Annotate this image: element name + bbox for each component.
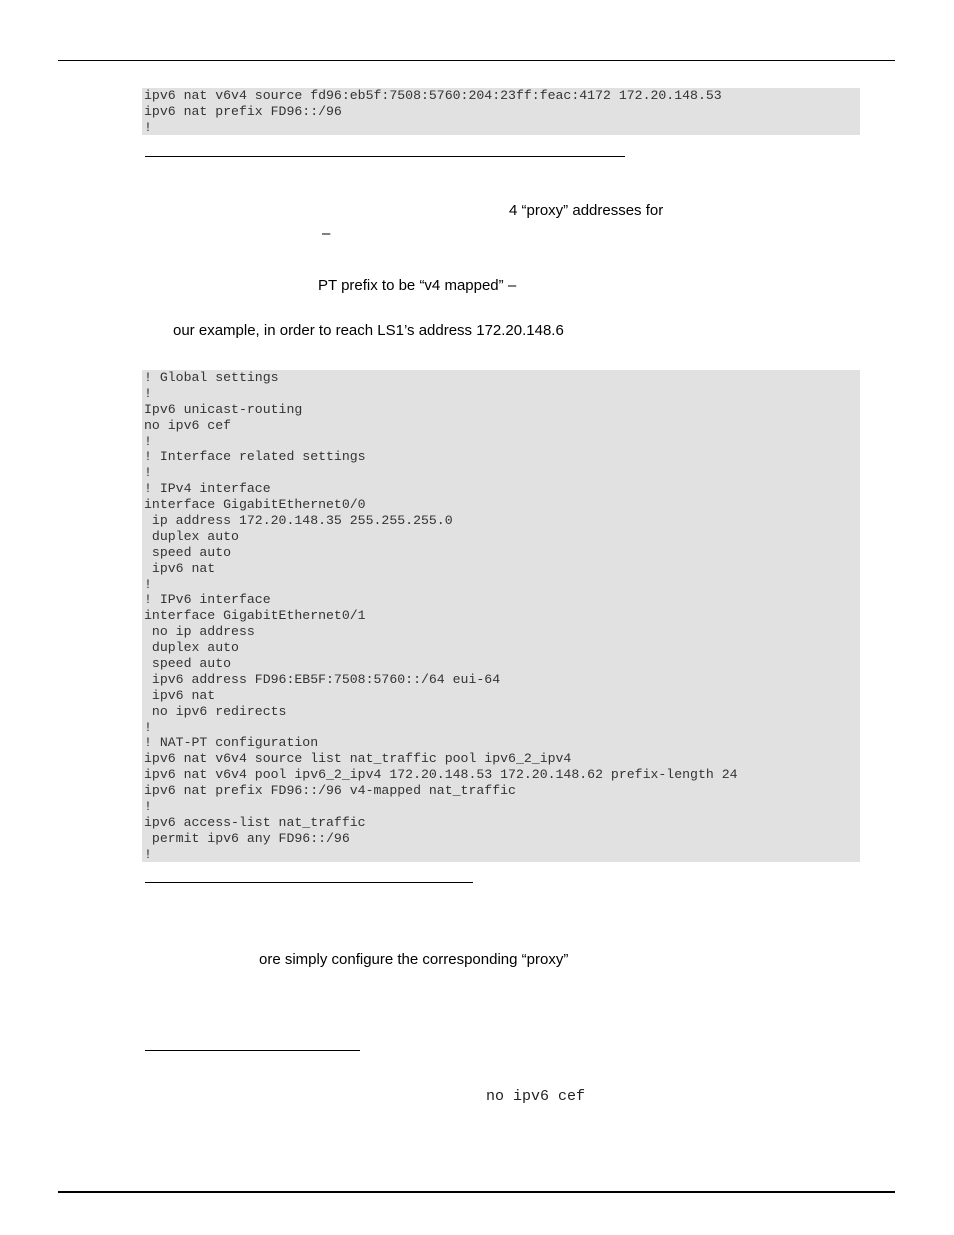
code-line: ipv6 address FD96:EB5F:7508:5760::/64 eui-64 — [144, 671, 501, 687]
code-line: no ip address — [144, 624, 255, 640]
code-line: no ipv6 cef — [144, 417, 232, 433]
code-line: ipv6 nat — [144, 560, 216, 576]
code-line: ! — [144, 119, 152, 135]
code-line: ! IPv6 interface — [144, 592, 271, 608]
code-block-nat-v6v4-source — [142, 88, 860, 135]
code-line: ipv6 nat v6v4 source fd96:eb5f:7508:5760:204:23ff:feac:4172 172.20.148.53 — [144, 88, 722, 103]
code-line: ! — [144, 576, 152, 592]
caption-underline-1 — [145, 156, 625, 157]
code-line: ipv6 nat v6v4 source list nat_traffic pool ipv6_2_ipv4 — [144, 751, 572, 767]
code-line: permit ipv6 any FD96::/96 — [144, 830, 350, 846]
text-example-ls1: our example, in order to reach LS1’s address 172.20.148.6 — [173, 322, 564, 339]
code-line: ip address 172.20.148.35 255.255.255.0 — [144, 513, 453, 529]
code-line: ipv6 nat prefix FD96::/96 v4-mapped nat_traffic — [144, 783, 516, 799]
code-line: duplex auto — [144, 528, 239, 544]
code-line: Ipv6 unicast-routing — [144, 401, 303, 417]
code-line: ! Interface related settings — [144, 449, 366, 465]
code-line: ! IPv4 interface — [144, 481, 271, 497]
code-line: interface GigabitEthernet0/0 — [144, 497, 366, 513]
code-line: duplex auto — [144, 640, 239, 656]
footer-rule — [58, 1191, 895, 1193]
code-line: ipv6 nat v6v4 pool ipv6_2_ipv4 172.20.148.53 172.20.148.62 prefix-length 24 — [144, 767, 738, 783]
code-line: ! — [144, 719, 152, 735]
code-line: ! — [144, 385, 152, 401]
code-line: interface GigabitEthernet0/1 — [144, 608, 366, 624]
code-line: ! — [144, 799, 152, 815]
code-line: no ipv6 redirects — [144, 703, 287, 719]
code-line: ipv6 nat prefix FD96::/96 — [144, 103, 342, 119]
code-block-nat-pt-configuration — [142, 370, 860, 862]
footnote-separator — [145, 1050, 360, 1051]
code-line: speed auto — [144, 544, 232, 560]
code-line: ipv6 nat — [144, 687, 216, 703]
footnote-code-no-ipv6-cef: no ipv6 cef — [486, 1088, 586, 1105]
text-proxy-addresses: 4 “proxy” addresses for — [509, 202, 664, 219]
code-line: ! Global settings — [144, 370, 279, 385]
code-line: ! NAT-PT configuration — [144, 735, 319, 751]
caption-underline-2 — [145, 882, 473, 883]
text-v4-mapped: PT prefix to be “v4 mapped” – — [318, 277, 517, 294]
header-rule — [58, 60, 895, 61]
code-line: ! — [144, 846, 152, 862]
text-configure-proxy: ore simply configure the corresponding “proxy” — [259, 951, 569, 968]
code-line: ! — [144, 433, 152, 449]
code-line: ipv6 access-list nat_traffic — [144, 814, 366, 830]
code-line: ! — [144, 465, 152, 481]
text-dash: – — [322, 225, 331, 242]
code-line: speed auto — [144, 656, 232, 672]
